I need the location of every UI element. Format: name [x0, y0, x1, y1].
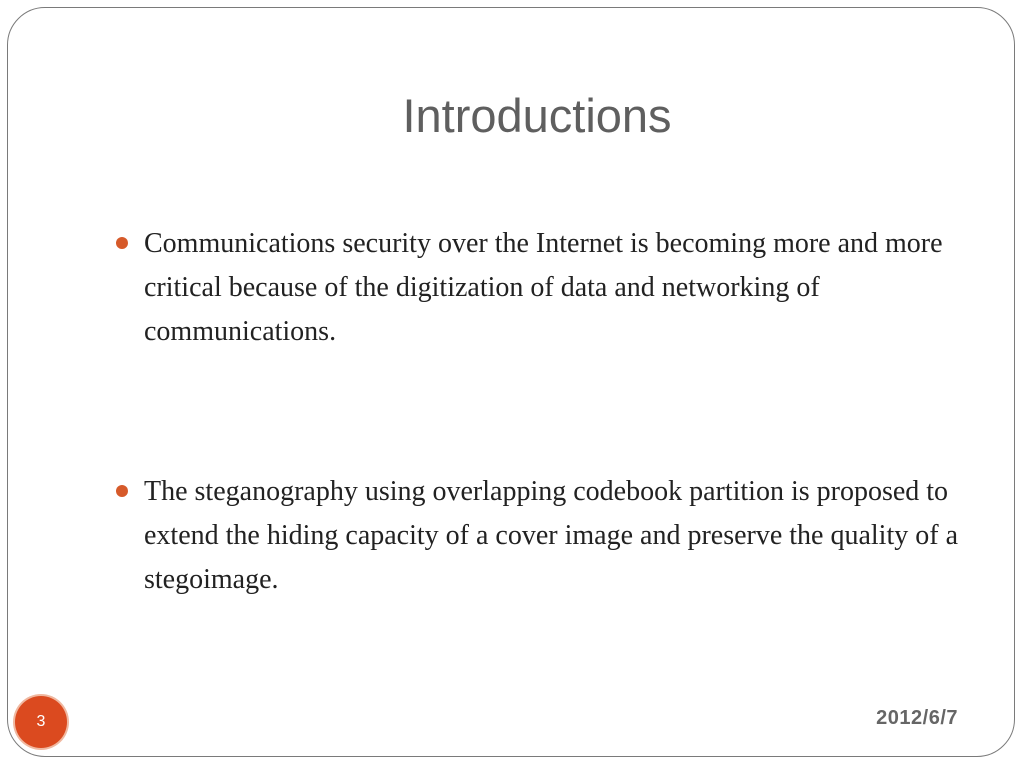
bullet-item: [113, 470, 963, 602]
bullet-item: [113, 222, 963, 354]
bullet-text: Communications security over the Internet is becoming more and more critical because of the digitization of data and networking of communications.: [144, 228, 943, 347]
bullet-list: [113, 222, 963, 602]
slide-title: Introductions: [402, 89, 672, 142]
bullet-dot-icon: [116, 485, 128, 497]
slide-number-badge: [15, 696, 67, 748]
bullet-dot-icon: [116, 237, 128, 249]
slide-date: 2012/6/7: [876, 707, 958, 729]
bullet-text: The steganography using overlapping codebook partition is proposed to extend the hiding capacity of a cover image and preserve the quality of a stegoimage.: [144, 476, 958, 595]
slide-number: 3: [36, 713, 46, 730]
